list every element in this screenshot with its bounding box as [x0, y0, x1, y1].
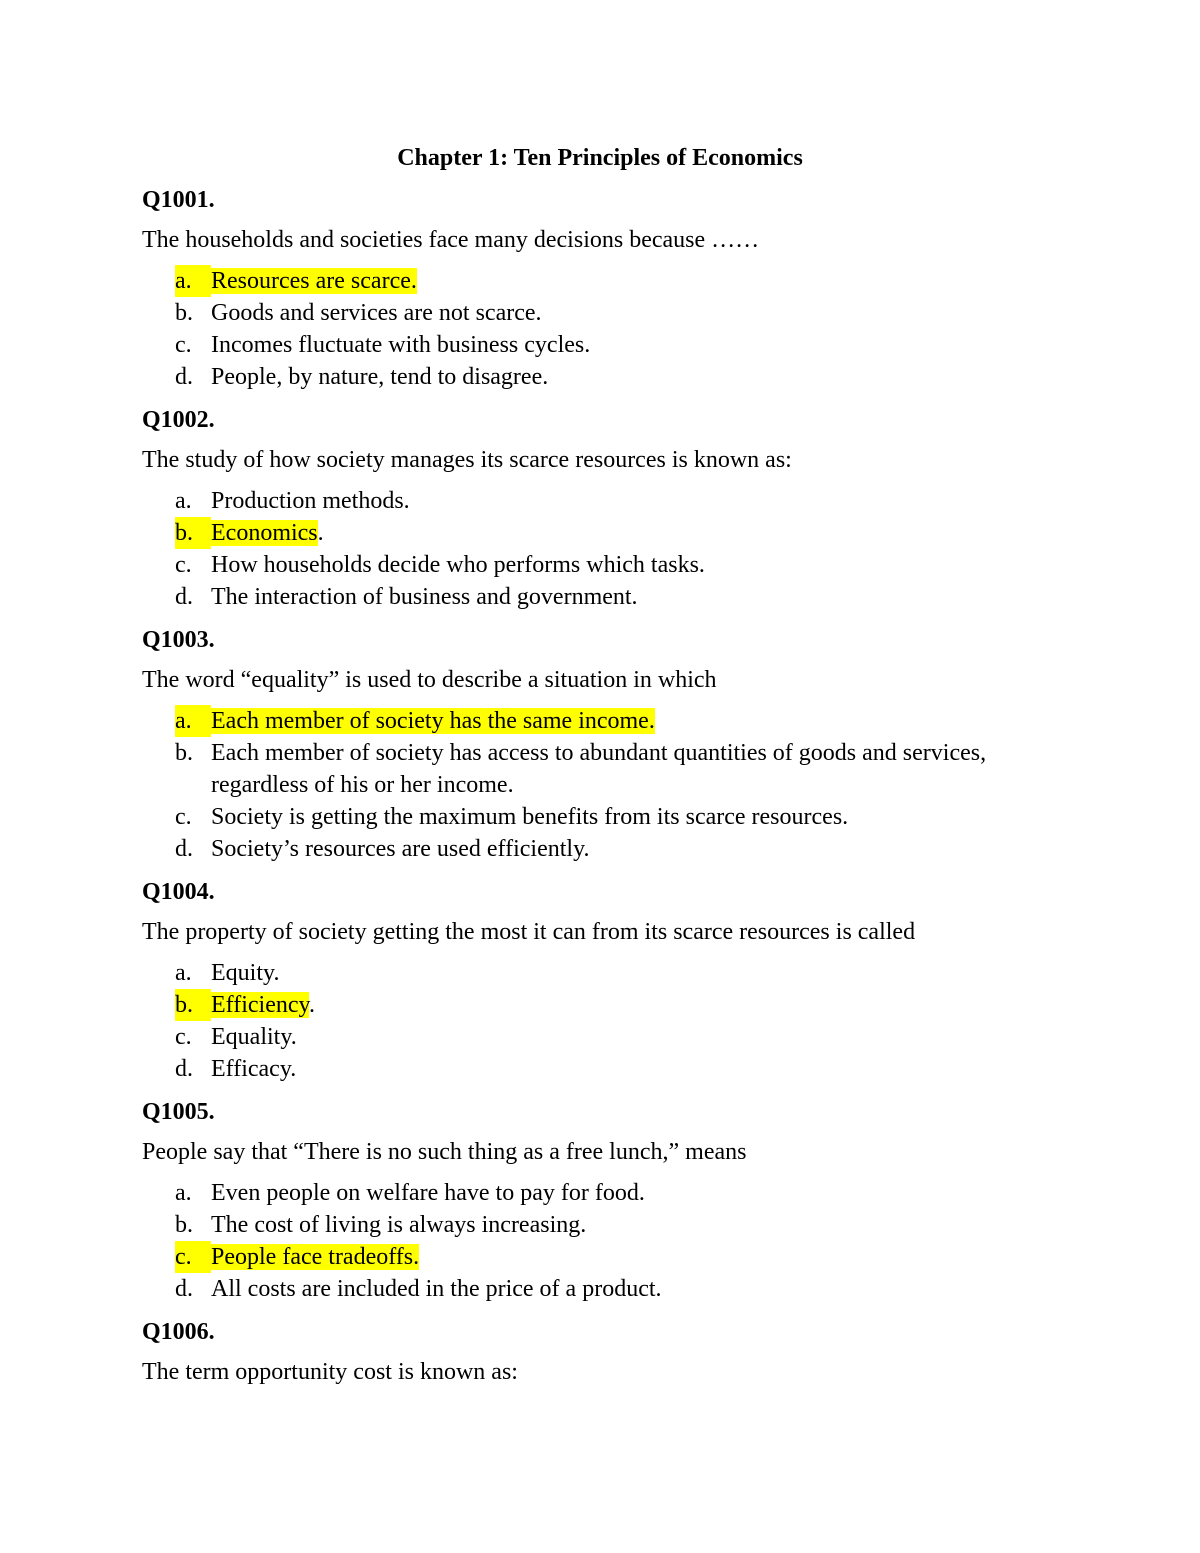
option-text: Equality. — [211, 1024, 297, 1050]
answer-option — [175, 801, 848, 833]
answer-option — [175, 517, 324, 549]
option-letter: d. — [175, 1276, 193, 1302]
option-letter: a. — [175, 1180, 192, 1206]
answer-option — [175, 705, 655, 737]
answer-option — [175, 989, 315, 1021]
question-stem: The study of how society manages its scarce resources is known as: — [142, 447, 792, 473]
question-number: Q1005. — [142, 1099, 215, 1125]
option-letter: b. — [175, 1212, 193, 1238]
option-letter: c. — [175, 332, 192, 358]
highlighted-answer: Economics — [211, 520, 318, 546]
option-text: The cost of living is always increasing. — [211, 1212, 587, 1238]
answer-option — [175, 1021, 297, 1053]
question-number: Q1003. — [142, 627, 215, 653]
option-text: How households decide who performs which tasks. — [211, 552, 705, 578]
question-stem: The property of society getting the most it can from its scarce resources is called — [142, 919, 916, 945]
page-title: Chapter 1: Ten Principles of Economics — [397, 145, 803, 171]
option-letter: d. — [175, 364, 193, 390]
answer-option — [175, 329, 590, 361]
question-stem: People say that “There is no such thing as a free lunch,” means — [142, 1139, 747, 1165]
option-text: Goods and services are not scarce. — [211, 300, 542, 326]
option-text: Even people on welfare have to pay for food. — [211, 1180, 645, 1206]
highlighted-answer: Efficiency — [211, 992, 309, 1018]
option-letter: b. — [175, 300, 193, 326]
option-text: People face tradeoffs. — [211, 1244, 420, 1270]
option-letter: d. — [175, 584, 193, 610]
question-stem: The word “equality” is used to describe a situation in which — [142, 667, 717, 693]
answer-option — [175, 957, 279, 989]
option-letter: d. — [175, 1056, 193, 1082]
question-number: Q1001. — [142, 187, 215, 213]
option-text: Production methods. — [211, 488, 410, 514]
answer-option — [175, 265, 417, 297]
option-letter: d. — [175, 836, 193, 862]
option-text: Each member of society has the same income. — [211, 708, 655, 734]
option-letter: c. — [175, 1024, 192, 1050]
option-letter: b. — [175, 517, 211, 549]
answer-option — [175, 485, 410, 517]
answer-option — [175, 1053, 296, 1085]
option-text: Incomes fluctuate with business cycles. — [211, 332, 591, 358]
answer-option — [175, 1273, 662, 1305]
option-text: People, by nature, tend to disagree. — [211, 364, 549, 390]
option-suffix: . — [308, 992, 315, 1018]
option-letter: c. — [175, 1241, 211, 1273]
question-number: Q1002. — [142, 407, 215, 433]
option-letter: c. — [175, 552, 192, 578]
question-stem: The households and societies face many decisions because …… — [142, 227, 760, 253]
answer-option — [175, 361, 548, 393]
answer-option — [175, 297, 542, 329]
question-number: Q1006. — [142, 1319, 215, 1345]
option-text: All costs are included in the price of a product. — [211, 1276, 662, 1302]
option-letter: c. — [175, 804, 192, 830]
option-letter: a. — [175, 705, 211, 737]
question-number: Q1004. — [142, 879, 215, 905]
answer-option — [175, 1177, 645, 1209]
option-text-continuation: regardless of his or her income. — [211, 772, 514, 798]
option-text: Each member of society has access to abundant quantities of goods and services, — [211, 740, 987, 766]
option-suffix: . — [317, 520, 324, 546]
answer-option — [175, 833, 590, 865]
option-text: The interaction of business and government. — [211, 584, 638, 610]
option-text: Society is getting the maximum benefits from its scarce resources. — [211, 804, 849, 830]
question-stem: The term opportunity cost is known as: — [142, 1359, 518, 1385]
option-letter: a. — [175, 488, 192, 514]
option-letter: b. — [175, 740, 193, 766]
answer-option — [175, 549, 705, 581]
answer-option — [175, 581, 638, 613]
option-letter: b. — [175, 989, 211, 1021]
option-text — [211, 992, 315, 1018]
option-letter: a. — [175, 265, 211, 297]
option-text: Resources are scarce. — [211, 268, 417, 294]
answer-option — [175, 737, 986, 769]
option-text: Equity. — [211, 960, 280, 986]
answer-option — [175, 1241, 419, 1273]
option-text — [211, 520, 324, 546]
answer-option — [175, 1209, 586, 1241]
option-text: Efficacy. — [211, 1056, 297, 1082]
option-letter: a. — [175, 960, 192, 986]
option-text: Society’s resources are used efficiently. — [211, 836, 590, 862]
